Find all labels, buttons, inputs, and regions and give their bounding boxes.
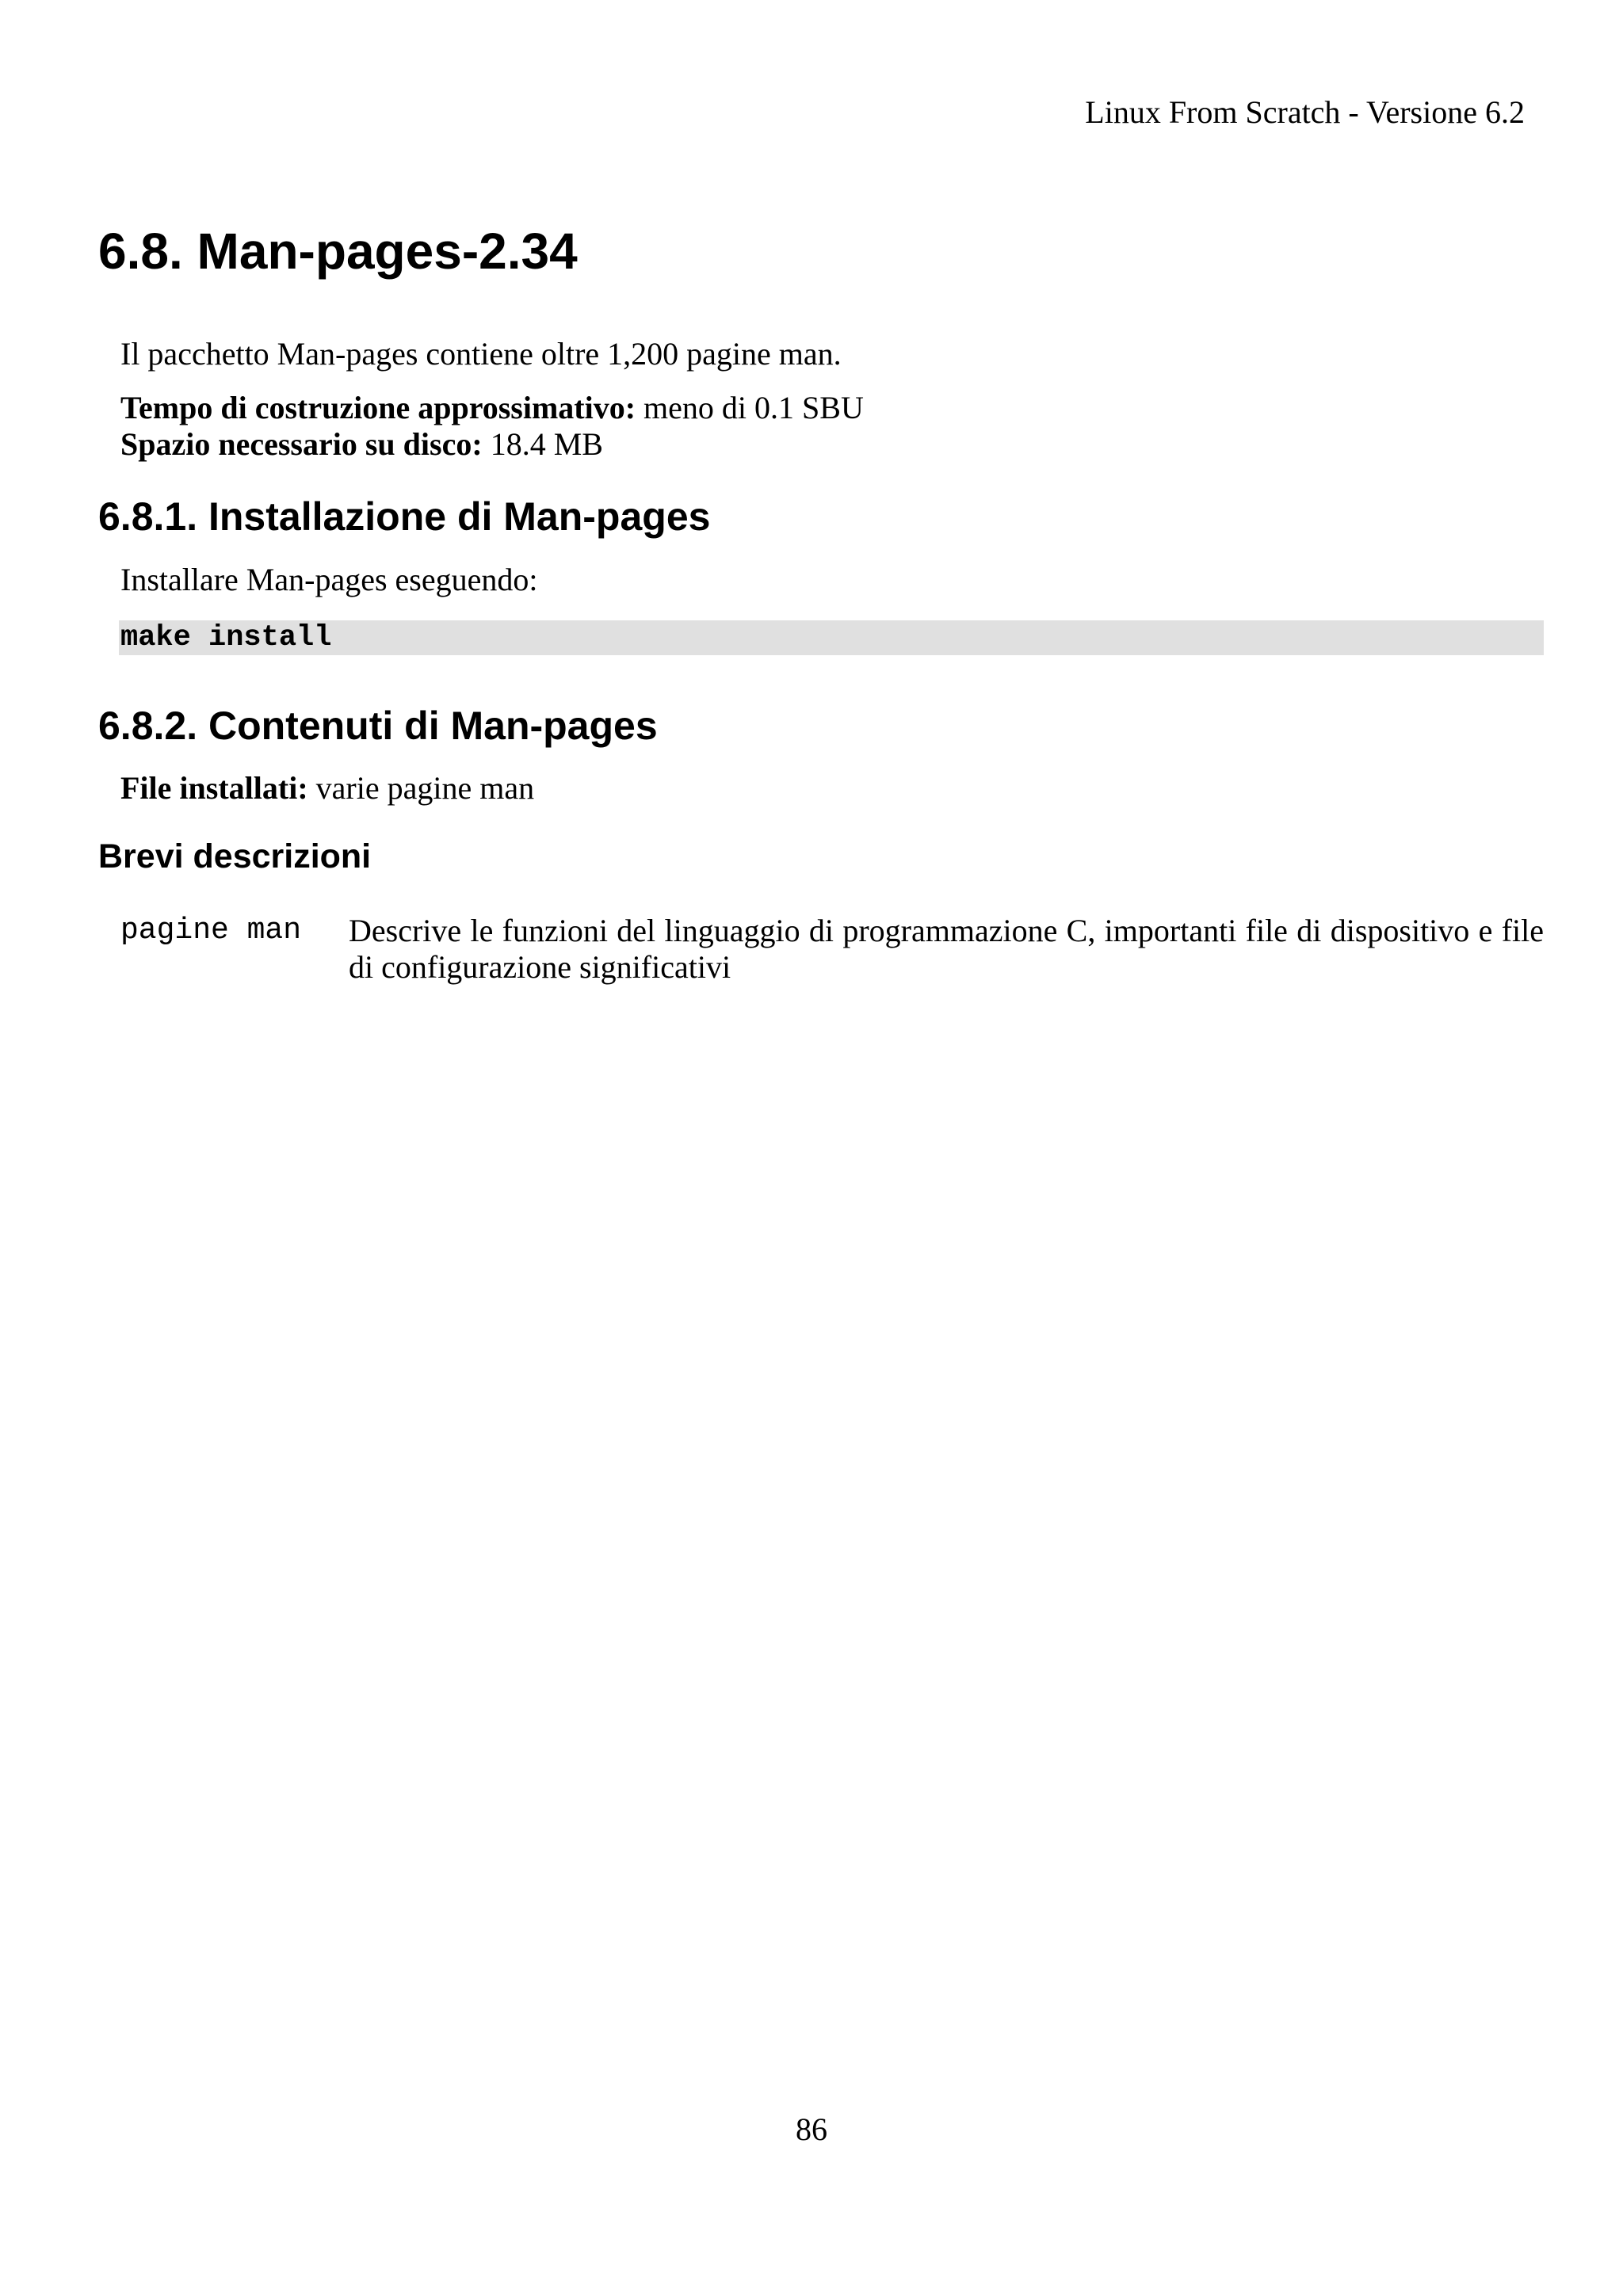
install-heading: 6.8.1. Installazione di Man-pages — [98, 494, 711, 539]
section-title: 6.8. Man-pages-2.34 — [98, 223, 578, 280]
build-time-line — [120, 390, 864, 426]
installed-files-line — [120, 770, 534, 807]
intro-paragraph: Il pacchetto Man-pages contiene oltre 1,200 pagine man. — [120, 336, 842, 372]
disk-space-line — [120, 426, 603, 463]
descriptions-heading: Brevi descrizioni — [98, 837, 372, 875]
installed-files-label: File installati: — [120, 770, 308, 806]
disk-space-label: Spazio necessario su disco: — [120, 426, 483, 462]
build-time-label: Tempo di costruzione approssimativo: — [120, 390, 636, 425]
install-instruction: Installare Man-pages eseguendo: — [120, 562, 538, 597]
install-command: make install — [119, 620, 1544, 655]
disk-space-value: 18.4 MB — [490, 426, 603, 462]
running-header: Linux From Scratch - Versione 6.2 — [1085, 94, 1525, 130]
contents-heading: 6.8.2. Contenuti di Man-pages — [98, 704, 658, 748]
installed-files-value: varie pagine man — [315, 770, 535, 806]
build-time-value: meno di 0.1 SBU — [643, 390, 864, 425]
page-number: 86 — [796, 2111, 827, 2147]
description-text: Descrive le funzioni del linguaggio di programmazione C, importanti file di dispositivo e file di configurazione significativi — [349, 913, 1544, 985]
description-term: pagine man — [120, 913, 302, 948]
